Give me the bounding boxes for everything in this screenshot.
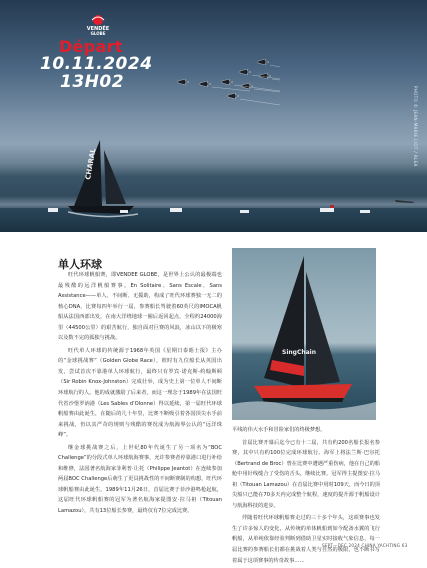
yacht-illustration — [232, 248, 376, 420]
article-title: 单人环球 — [58, 258, 102, 271]
article-paragraph: 首届比赛开幕后迄今已有十二届，共有约200名船长报名参赛，其中只有约100位完成环球航行。海军上将法兰斯·巴尔托（Bertrand de Broc）曾在比赛中遭遇严重伤病，他在自己的船舱中用针线缝合了受伤的舌头，继续比赛。冠军得主提图安·拉马祖（Titouan Lamazou）在首届比赛中用时109天，而今日的顶尖船只已能在70多天内完成整个航程，速度的提升源于帆船设计与航海科技的进步。 — [232, 439, 380, 509]
article-paragraph: 旺代单人环球的传统源于1968年英国《星期日泰晤士报》主办的“金球挑战赛”（Golden Globe Race），彼时有九位船长从英国出发，尝试首次不靠港单人环球航行，最终只有罗宾·诺克斯-约翰斯顿（Sir Robin Knox-Johnston）完成壮举，成为史上第一位单人不间断环球航行的人。他的成就激励了后来者，而这一理念于1989年在法国旺代省沙堡罗讷港（Les Sables d’Olonne）得以延续，第一届旺代环球帆船赛由此诞生，在随后的几十年里，比赛不断吸引着各国顶尖水手前来挑战，仍以其严苛的规则与残酷的赛况成为航海界公认的“远洋珠峰”。 — [58, 347, 222, 439]
article-paragraph: 伴随着旺代环球帆船赛走过的三十多个年头，这项赛事也发生了许多惊人的变化，从传统的单体帆船到如今配备水翼的飞行帆船，从单纯依靠经验判断到借助卫星实时接收气象信息，每一届比赛的参赛船长们都在挑战着人类与自然的极限，也不断书写着属于这项赛事的传奇故事…… — [232, 515, 380, 564]
svg-text:SingChain: SingChain — [282, 349, 316, 356]
article-paragraph: 旺代环球帆船赛，即VENDEE GLOBE，是世界上公认的最极端也最残酷的远洋帆船赛事。En Solitaire、Sans Escale、Sans Assistance——单人、不间断、无援助，构成了旺代环球赛独一无二的核心DNA，比赛每四年举行一届，参赛船长驾驶着60英尺的IMOCA帆船从法国西部出发，在南大洋绕地球一圈后返回起点，全程约24000海里（44500公里）的艰苦航行，独自面对巨赛的风浪，冰山以下的极寒以及数不完的孤独与挑战。 — [58, 272, 222, 342]
article-paragraph: 继金球挑战赛之后，上世纪80年代诞生了另一项名为“BOC Challenge”的分段式单人环球航海赛事，允许参赛者停靠港口进行补给和维修，法国著名航海家菲利普·让托（Philippe Jeantot）在连续参加两届BOC Challenge后萌生了更具挑战性的不间断赛制的构想，旺代环球帆船赛由此诞生。1989年11月26日，首届比赛于菲沙港鸣枪起航，这届旺代环球帆船赛的冠军为著名航海家提图安·拉马祖（Titouan Lamazou），共有13位船长参赛，最终仅有7位完成比赛。 — [58, 444, 222, 515]
jet — [222, 79, 233, 85]
jet — [258, 59, 269, 65]
inset-yacht-photo — [232, 248, 376, 420]
jet — [240, 69, 251, 75]
jet — [178, 79, 189, 85]
article-column-left — [58, 270, 222, 519]
jet-formation — [170, 55, 280, 115]
svg-text:CHARAL: CHARAL — [84, 147, 98, 181]
start-time: 13H02 — [60, 72, 125, 92]
headline: Départ — [59, 37, 123, 56]
jet — [242, 83, 253, 89]
page-footer: SEPT—DEC.2024 CHINA YACHTING 63 — [322, 543, 408, 548]
vendee-globe-logo — [78, 14, 118, 36]
spectator-boats — [0, 196, 427, 232]
hero-photo — [0, 0, 427, 232]
jet — [260, 73, 271, 79]
photo-credit: PHOTO © JEAN-MARIE LIOT / ALEA — [413, 86, 418, 167]
svg-text:VENDÉE: VENDÉE — [86, 26, 110, 32]
jet — [200, 81, 211, 87]
start-date: 10.11.2024 — [40, 54, 153, 74]
article-paragraph: 平线的伟大水手和冒险家们的终极梦想。 — [232, 427, 326, 433]
jet — [228, 93, 239, 99]
svg-text:GLOBE: GLOBE — [90, 31, 106, 36]
